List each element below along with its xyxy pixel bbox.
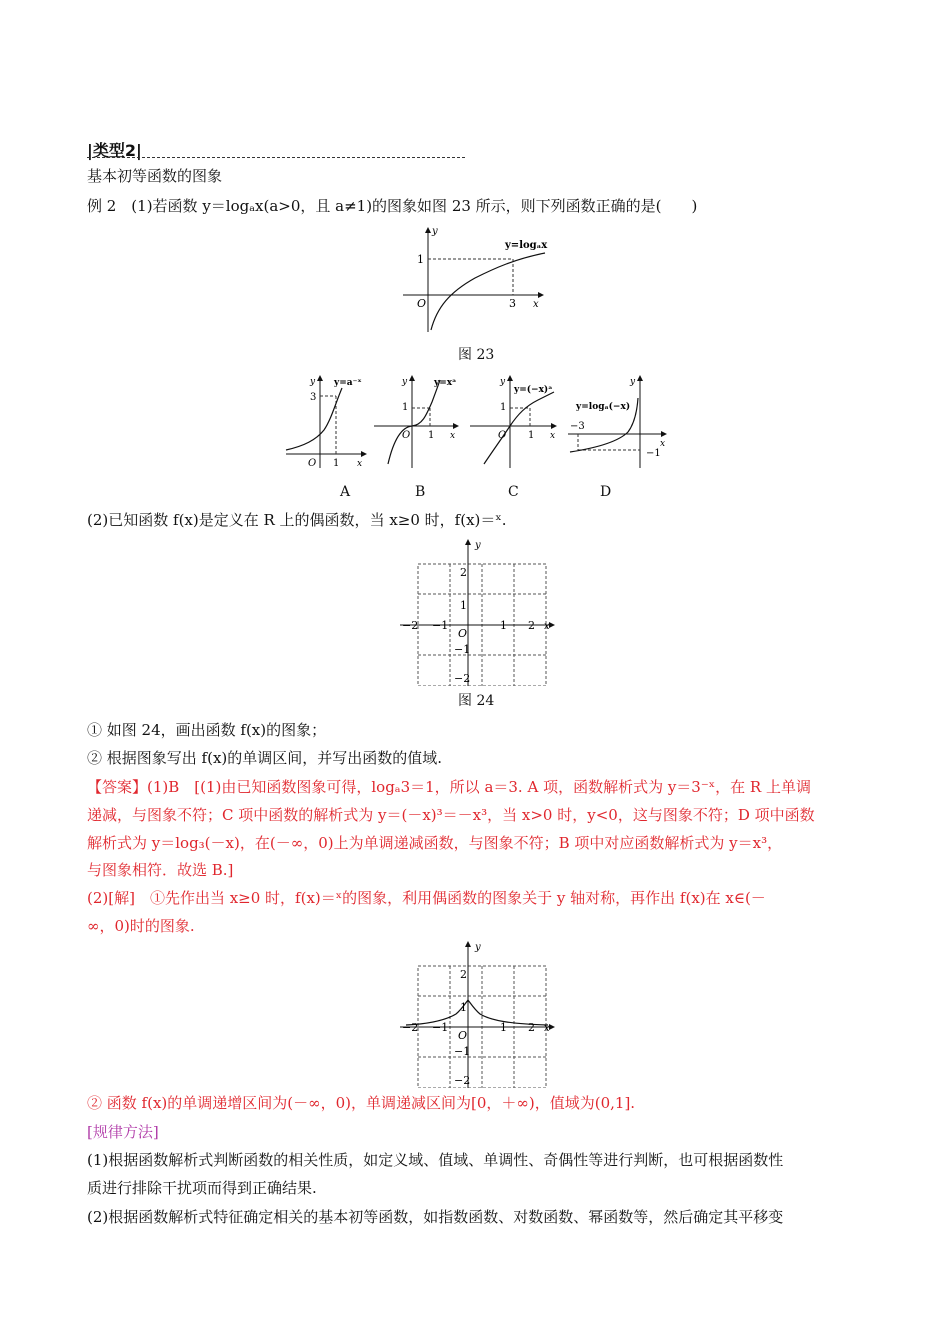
option-a-label: A (340, 484, 351, 500)
answer-figure (398, 938, 558, 1088)
svg-text:1: 1 (333, 458, 340, 469)
svg-text:x: x (544, 621, 550, 632)
option-d-graph (566, 372, 672, 470)
svg-text:−2: −2 (454, 1074, 471, 1087)
sub-question-2: ② 根据图象写出 f(x)的单调区间，并写出函数的值域. (87, 749, 443, 767)
option-b-label: B (415, 484, 426, 500)
svg-text:y=(−x)ᵃ: y=(−x)ᵃ (514, 385, 553, 395)
origin-label: O (417, 297, 427, 310)
svg-text:2: 2 (460, 566, 467, 579)
question-part-2: (2)已知函数 f(x)是定义在 R 上的偶函数，当 x≥0 时，f(x)＝ˣ. (87, 511, 507, 529)
svg-text:y=logₐ(−x): y=logₐ(−x) (576, 402, 631, 412)
svg-text:2: 2 (528, 1021, 535, 1034)
svg-text:y: y (475, 540, 481, 551)
option-d-label: D (600, 484, 612, 500)
svg-text:1: 1 (528, 430, 535, 441)
answer-line-3: 解析式为 y＝log₃(－x)，在(－∞，0)上为单调递减函数，与图象不符；B 项中对应函数解析式为 y＝x³， (87, 834, 783, 852)
svg-text:−1: −1 (432, 1021, 449, 1034)
svg-text:1: 1 (460, 599, 467, 612)
svg-text:1: 1 (500, 619, 507, 632)
answer-line-5: (2)[解] ①先作出当 x≥0 时，f(x)＝ˣ的图象，利用偶函数的图象关于 y 轴对称，再作出 f(x)在 x∈(－ (87, 889, 766, 907)
sub-question-1: ① 如图 24，画出函数 f(x)的图象； (87, 721, 327, 739)
svg-text:1: 1 (500, 1021, 507, 1034)
svg-text:O: O (458, 1029, 468, 1042)
section-subtitle: 基本初等函数的图象 (87, 167, 223, 185)
log-curve (431, 253, 545, 330)
tick-1: 1 (417, 253, 424, 266)
svg-text:3: 3 (310, 392, 317, 403)
svg-text:−3: −3 (570, 421, 585, 432)
question-line-1: 例 2 (1)若函数 y＝logₐx(a>0，且 a≠1)的图象如图 23 所示，则下列函数正确的是( ) (87, 197, 698, 215)
svg-text:1: 1 (500, 402, 507, 413)
option-c-graph (468, 372, 564, 470)
option-a-graph (284, 372, 372, 470)
answer-line-2: 递减，与图象不符；C 项中函数的解析式为 y＝(－x)³＝－x³，当 x>0 时，y<0，这与图象不符；D 项中函数 (87, 806, 815, 824)
svg-text:1: 1 (428, 430, 435, 441)
option-b-curve (388, 380, 440, 464)
svg-text:2: 2 (460, 968, 467, 981)
svg-text:x: x (450, 431, 456, 441)
svg-text:O: O (402, 430, 411, 441)
curve-label: y=logₐx (505, 240, 548, 251)
svg-text:O: O (458, 627, 468, 640)
svg-text:1: 1 (460, 1001, 467, 1014)
even-function-curve (406, 1000, 548, 1025)
method-title: [规律方法] (87, 1123, 159, 1141)
svg-text:−2: −2 (402, 1021, 419, 1034)
y-label: y (432, 226, 438, 237)
option-c-curve (484, 392, 554, 464)
svg-text:−2: −2 (454, 672, 471, 685)
svg-text:−2: −2 (402, 619, 419, 632)
section-heading: |类型2| (87, 141, 142, 160)
answer-line-6: ∞，0)时的图象. (87, 917, 195, 935)
svg-text:x: x (357, 459, 363, 469)
svg-text:−1: −1 (432, 619, 449, 632)
x-label: x (533, 299, 539, 310)
tick-3: 3 (509, 297, 516, 310)
method-p2: (2)根据函数解析式特征确定相关的基本初等函数，如指数函数、对数函数、幂函数等，然后确定其平移变 (87, 1208, 784, 1226)
svg-text:O: O (498, 430, 507, 441)
heading-divider (87, 157, 465, 158)
svg-text:y: y (475, 942, 481, 953)
svg-text:−1: −1 (454, 1045, 471, 1058)
svg-text:x: x (550, 431, 556, 441)
option-c-label: C (508, 484, 519, 500)
svg-text:y: y (500, 377, 506, 387)
svg-text:x: x (660, 439, 666, 449)
svg-text:y: y (402, 377, 408, 387)
svg-text:y=a⁻ˣ: y=a⁻ˣ (334, 378, 362, 388)
svg-text:−1: −1 (646, 448, 661, 459)
svg-text:2: 2 (528, 619, 535, 632)
answer-line-4: 与图象相符．故选 B.] (87, 861, 234, 879)
svg-text:x: x (544, 1023, 550, 1034)
figure-23 (395, 222, 555, 334)
svg-text:−1: −1 (454, 643, 471, 656)
answer-line-1: 【答案】(1)B [(1)由已知函数图象可得，logₐ3＝1，所以 a＝3. A 项，函数解析式为 y＝3⁻ˣ，在 R 上单调 (87, 778, 811, 796)
answer-line-7: ② 函数 f(x)的单调递增区间为(－∞，0)，单调递减区间为[0，＋∞)，值域为(0,1]. (87, 1094, 636, 1112)
svg-text:y: y (630, 377, 636, 387)
option-b-graph (372, 372, 464, 470)
method-p1a: (1)根据函数解析式判断函数的相关性质，如定义域、值域、单调性、奇偶性等进行判断，也可根据函数性 (87, 1151, 784, 1169)
method-p1b: 质进行排除干扰项而得到正确结果. (87, 1179, 317, 1197)
svg-text:y=xᵃ: y=xᵃ (434, 378, 457, 388)
figure-24 (398, 536, 558, 686)
svg-text:y: y (310, 377, 316, 387)
figure-24-caption: 图 24 (458, 693, 495, 709)
svg-text:1: 1 (402, 402, 409, 413)
svg-text:O: O (308, 458, 317, 469)
figure-23-caption: 图 23 (458, 347, 495, 363)
